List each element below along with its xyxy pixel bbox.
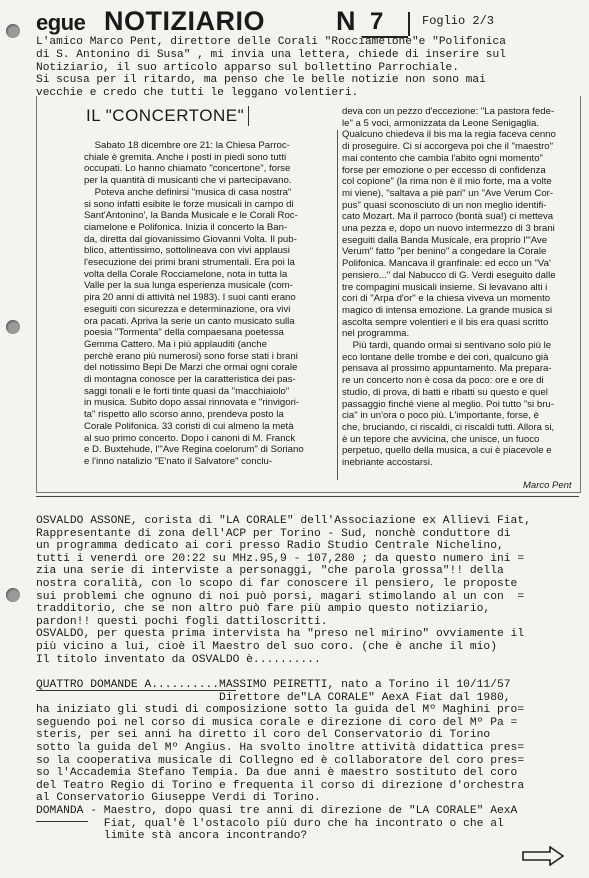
quattro-domande-underline: [36, 690, 236, 691]
continue-arrow-icon: [522, 846, 564, 866]
domanda-underline: [36, 821, 88, 822]
section-separator: [36, 496, 579, 497]
article-signature: Marco Pent: [523, 480, 572, 491]
interview-section: QUATTRO DOMANDE A..........MASSIMO PEIRETTI, nato a Torino il 10/11/57 Direttore de"LA CORALE" AexA Fiat dal 1980, ha iniziato gli studi di composizione sotto la guida del Mº Maghini pro= seguendo poi nel corso di musica corale e direzione di coro del Mº Pa = steris, per sei anni ha diretto il coro del Conservatorio di Torino sotto la guida del Mº Angius. Ha svolto inoltre attività didattica pres= so la cooperativa musicale di Collegno ed è collaboratore del coro pres= so l'Accademia Stefano Tempia. Da due anni è maestro sostituto del coro del Teatro Regio di Torino e frequenta il corso di direzione d'orchestra al Conservatorio Giuseppe Verdi di Torino. DOMANDA - Maestro, dopo quasi tre anni di direzione de "LA CORALE" AexA Fiat, qual'è l'ostacolo più duro che ha incontrato o che al limite stà ancora incontrando?: [36, 679, 525, 843]
issue-number: 7: [370, 8, 384, 35]
punch-hole: [6, 320, 20, 334]
issue-number-divider: [408, 12, 410, 36]
osvaldo-paragraph: OSVALDO ASSONE, corista di "LA CORALE" dell'Associazione ex Allievi Fiat, Rappresentante di zona dell'ACP per Torino - Sud, nonchè conduttore di un programma dedicato ai cori presso Radio Studio Centrale Nichelino, tutti i venerdì ore 20:22 su MHz.95,9 - 107,280 ; da questo numero ini = zia una serie di interviste a personaggi, "che parola grossa"!! della nostra coralità, con lo scopo di far conoscere il pensiero, le proposte sui problemi che ognuno di noi può porsi, magari stimolando al un con = tradditorio, che se non altro può fare più ampio questo notiziario, pardon!! questi pochi fogli dattiloscritti. OSVALDO, per questa prima intervista ha "preso nel mirino" ovviamente il più vicino a lui, cioè il Maestro del suo coro. (che è anche il mio) Il titolo inventato da OSVALDO è..........: [36, 515, 531, 666]
column-divider: [337, 130, 338, 480]
title-rule: [248, 106, 249, 126]
article-column-right: deva con un pezzo d'eccezione: "La pastora fede- le" a 5 voci, armonizzata da Leone Senigaglia. Qualcuno chiedeva il bis ma la regia faceva cenno di proseguire. Ci si accorgeva poi che il "maestro" mai contento che cambia l'abito ogni momento" forse per emozione o per eccesso di confidenza col copione" (la rima non è il mio forte, ma a volte mi viene), "saltava a piè pari" un "Ave Verum Cor- pus" quasi sconosciuto di un non meglio identifi- cato Mozart. Ma il parroco (bontà sua!) ci metteva una pezza e, dopo un nuovo intermezzo di 3 brani eseguiti dalla Banda Musicale, era proprio l'"Ave Verum" fatto "per benino" a congedare la Corale Polifonica. Mancava il granfinale: ed ecco un "Va' pensiero..." dal Nabucco di G. Verdi eseguito dalle tre compagini musicali insieme. Si levavano alti i cori di "Arpa d'or" e la chiesa viveva un momento magico di intensa emozione. La grande musica si ascolta sempre volentieri e il bis era quasi scritto nel programma. Più tardi, quando ormai si sentivano solo più le eco lontane delle trombe e dei cori, qualcuno già pensava al prossimo appuntamento. Ma prepara- re un concerto non è cosa da poco: ore e ore di studio, di prova, di batti e ribatti su questo e quel passaggio finché viene al meglio. Poi tutto "si bru- cia" in un'ora o poco più. L'importante, forse, è che, bruciando, ci riscaldi, ci riscaldi tutti. Allora si, è un tepore che avvicina, che unisce, un fuoco perpetuo, quello della musica, a cui è piacevole e inebriante accostarsi.: [342, 106, 556, 469]
punch-hole: [6, 588, 20, 602]
sheet-indicator: Foglio 2/3: [422, 14, 495, 28]
page-header: [36, 6, 576, 36]
punch-hole: [6, 24, 20, 38]
intro-paragraph: L'amico Marco Pent, direttore delle Corali "Rocciamelone"e "Polifonica di S. Antonino di Susa" , mi invia una lettera, chiede di inserire sul Notiziario, il suo articolo apparso sul bollettino Parrochiale. Si scusa per il ritardo, ma penso che le belle notizie non sono mai vecchie e credo che tutti le leggano volentieri.: [36, 36, 506, 100]
newsletter-title: NOTIZIARIO: [104, 6, 265, 36]
header-segue: egue: [36, 10, 86, 35]
article-column-left: Sabato 18 dicembre ore 21: la Chiesa Parroc- chiale è gremita. Anche i posti in piedi sono tutti occupati. Lo hanno chiamato "concertone", forse per la quantità di musicanti che vi partecipavano. Poteva anche definirsi "musica di casa nostra" si sono infatti esibite le forze musicali in campo di Sant'Antonino', la Banda Musicale e le Corali Roc- ciamelone e Polifonica. Inizia il concerto la Ban- da, diretta dal giovanissimo Giovanni Volta. Il pub- blico, attentissimo, sottolineava con vivi applausi l'esecuzione dei primi brani strumentali. Era poi la volta della Corale Rocciamelone, nota in tutta la Valle per la sua lunga esperienza musicale (com- pira 20 anni di attività nel 1983). I suoi canti erano eseguiti con sicurezza e determinazione, ora vivi ora pacati. Apriva la serie un canto musicato sulla poesia "Tormenta" della compaesana poetessa Gemma Cattero. Ma i più applauditi (anche perchè erano più numerosi) sono forse stati i brani del notissimo Bepi De Marzi che ormai ogni corale di montagna conosce per la caratteristica dei pas- saggi tonali e le forti tinte quasi da "macchiaiolo" in musica. Subito dopo assai rinnovata e "rinvigori- ta" rispetto allo scorso anno, prendeva posto la Corale Polifonica. 33 coristi di cui almeno la metà al suo primo concerto. Dopo i canoni di M. Franck e D. Buxtehude, l'"Ave Regina coelorum" di Soriano e l'inno natalizio "E'nato il Salvatore" conclu-: [84, 140, 304, 467]
issue-number-label: N: [336, 6, 356, 36]
article-title: IL "CONCERTONE": [86, 106, 245, 125]
